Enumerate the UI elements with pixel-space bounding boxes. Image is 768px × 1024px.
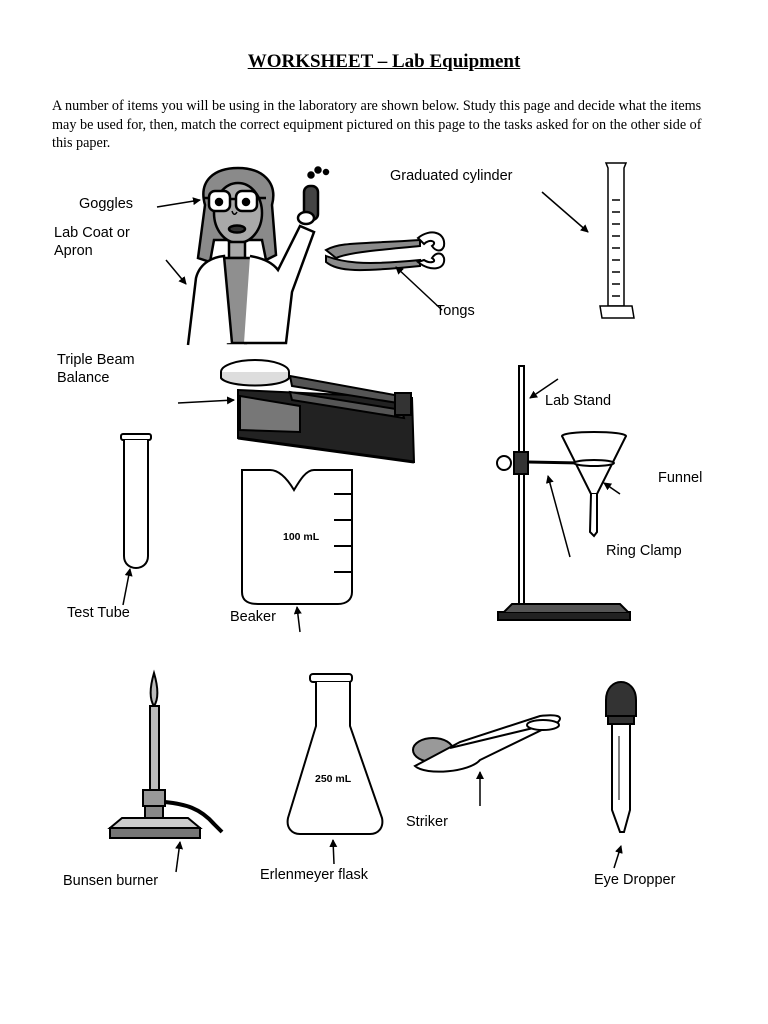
tongs-illustration — [326, 232, 444, 270]
bunsen-burner-illustration — [110, 673, 222, 838]
label-erlenmeyer-flask: Erlenmeyer flask — [260, 867, 368, 883]
label-bunsen-burner: Bunsen burner — [63, 873, 159, 889]
test-tube-illustration — [121, 434, 151, 568]
eye-dropper-illustration — [606, 682, 636, 832]
funnel-illustration — [562, 432, 626, 536]
label-triple-beam-line2: Balance — [57, 370, 110, 386]
flask-volume-marking: 250 mL — [315, 773, 352, 785]
label-funnel: Funnel — [658, 470, 703, 486]
label-beaker: Beaker — [230, 609, 276, 625]
label-graduated-cylinder: Graduated cylinder — [390, 168, 513, 184]
label-test-tube: Test Tube — [67, 605, 130, 621]
label-tongs: Tongs — [436, 303, 475, 319]
label-triple-beam-line1: Triple Beam — [57, 352, 135, 368]
label-goggles: Goggles — [79, 196, 134, 212]
scientist-illustration — [188, 168, 328, 346]
label-lab-coat-line2: Apron — [54, 243, 93, 259]
label-striker: Striker — [406, 814, 448, 830]
label-eye-dropper: Eye Dropper — [594, 872, 676, 888]
beaker-volume-marking: 100 mL — [283, 531, 320, 543]
graduated-cylinder-illustration — [600, 163, 634, 318]
triple-beam-balance-illustration — [221, 360, 414, 462]
striker-illustration — [413, 715, 560, 771]
erlenmeyer-flask-illustration — [288, 674, 383, 834]
label-lab-coat-line1: Lab Coat or — [54, 225, 130, 241]
intro-paragraph: A number of items you will be using in the laboratory are shown below. Study this page and decide what the items may be used for, then, match the correct equipment pictured on this page to the tasks asked for on the other side of this paper. — [52, 98, 702, 151]
label-lab-stand: Lab Stand — [545, 393, 612, 409]
worksheet-title: WORKSHEET – Lab Equipment — [247, 51, 521, 72]
label-ring-clamp: Ring Clamp — [606, 543, 682, 559]
